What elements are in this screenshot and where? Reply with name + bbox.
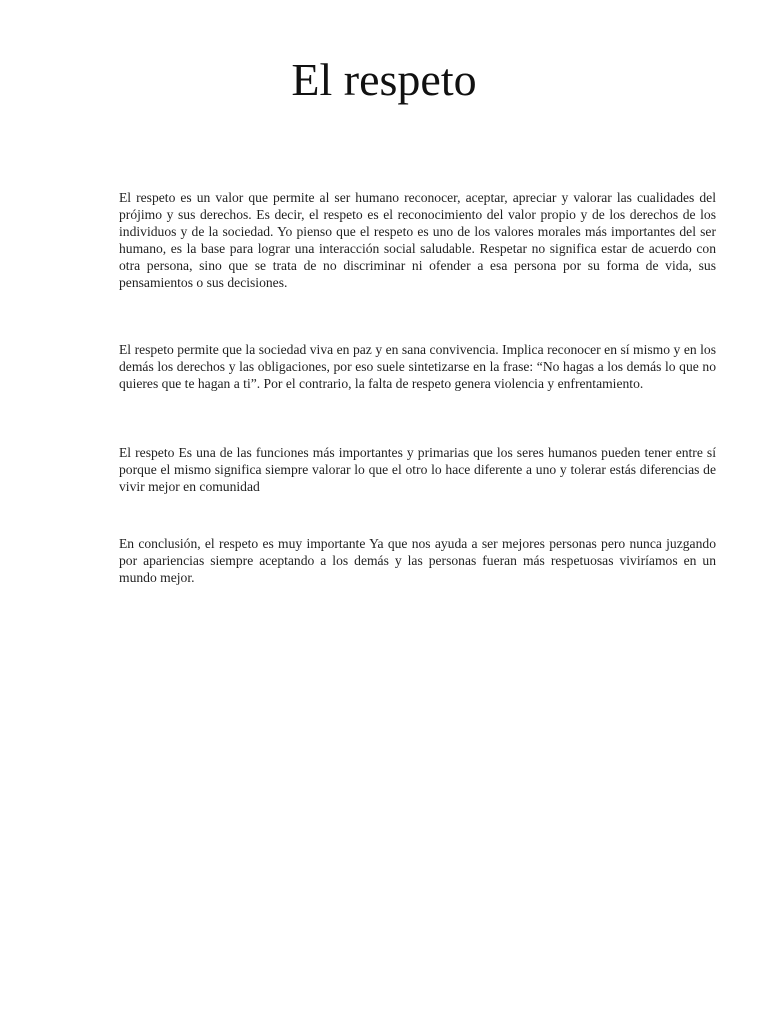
paragraph-conclusion: En conclusión, el respeto es muy importante Ya que nos ayuda a ser mejores personas pero nunca juzgando por apariencias siempre aceptando a los demás y las personas fueran más respetuosas viviríamos en un mundo mejor.	[119, 536, 716, 585]
paragraph-functions: El respeto Es una de las funciones más importantes y primarias que los seres humanos pueden tener entre sí porque el mismo significa siempre valorar lo que el otro lo hace diferente a uno y tolerar estás diferencias de vivir mejor en comunidad	[119, 445, 716, 494]
paragraph-society: El respeto permite que la sociedad viva en paz y en sana convivencia. Implica reconocer en sí mismo y en los demás los derechos y las obligaciones, por eso suele sintetizarse en la frase: “No hagas a los demás lo que no quieres que te hagan a ti”. Por el contrario, la falta de respeto genera violencia y enfrentamiento.	[119, 342, 716, 391]
paragraph-definition: El respeto es un valor que permite al ser humano reconocer, aceptar, apreciar y valorar las cualidades del prójimo y sus derechos. Es decir, el respeto es el reconocimiento del valor propio y de los derechos de los individuos y de la sociedad. Yo pienso que el respeto es uno de los valores morales más importantes del ser humano, es la base para lograr una interacción social saludable. Respetar no significa estar de acuerdo con otra persona, sino que se trata de no discriminar ni ofender a esa persona por su forma de vida, sus pensamientos o sus decisiones.	[119, 190, 716, 290]
document-title: El respeto	[291, 54, 477, 105]
